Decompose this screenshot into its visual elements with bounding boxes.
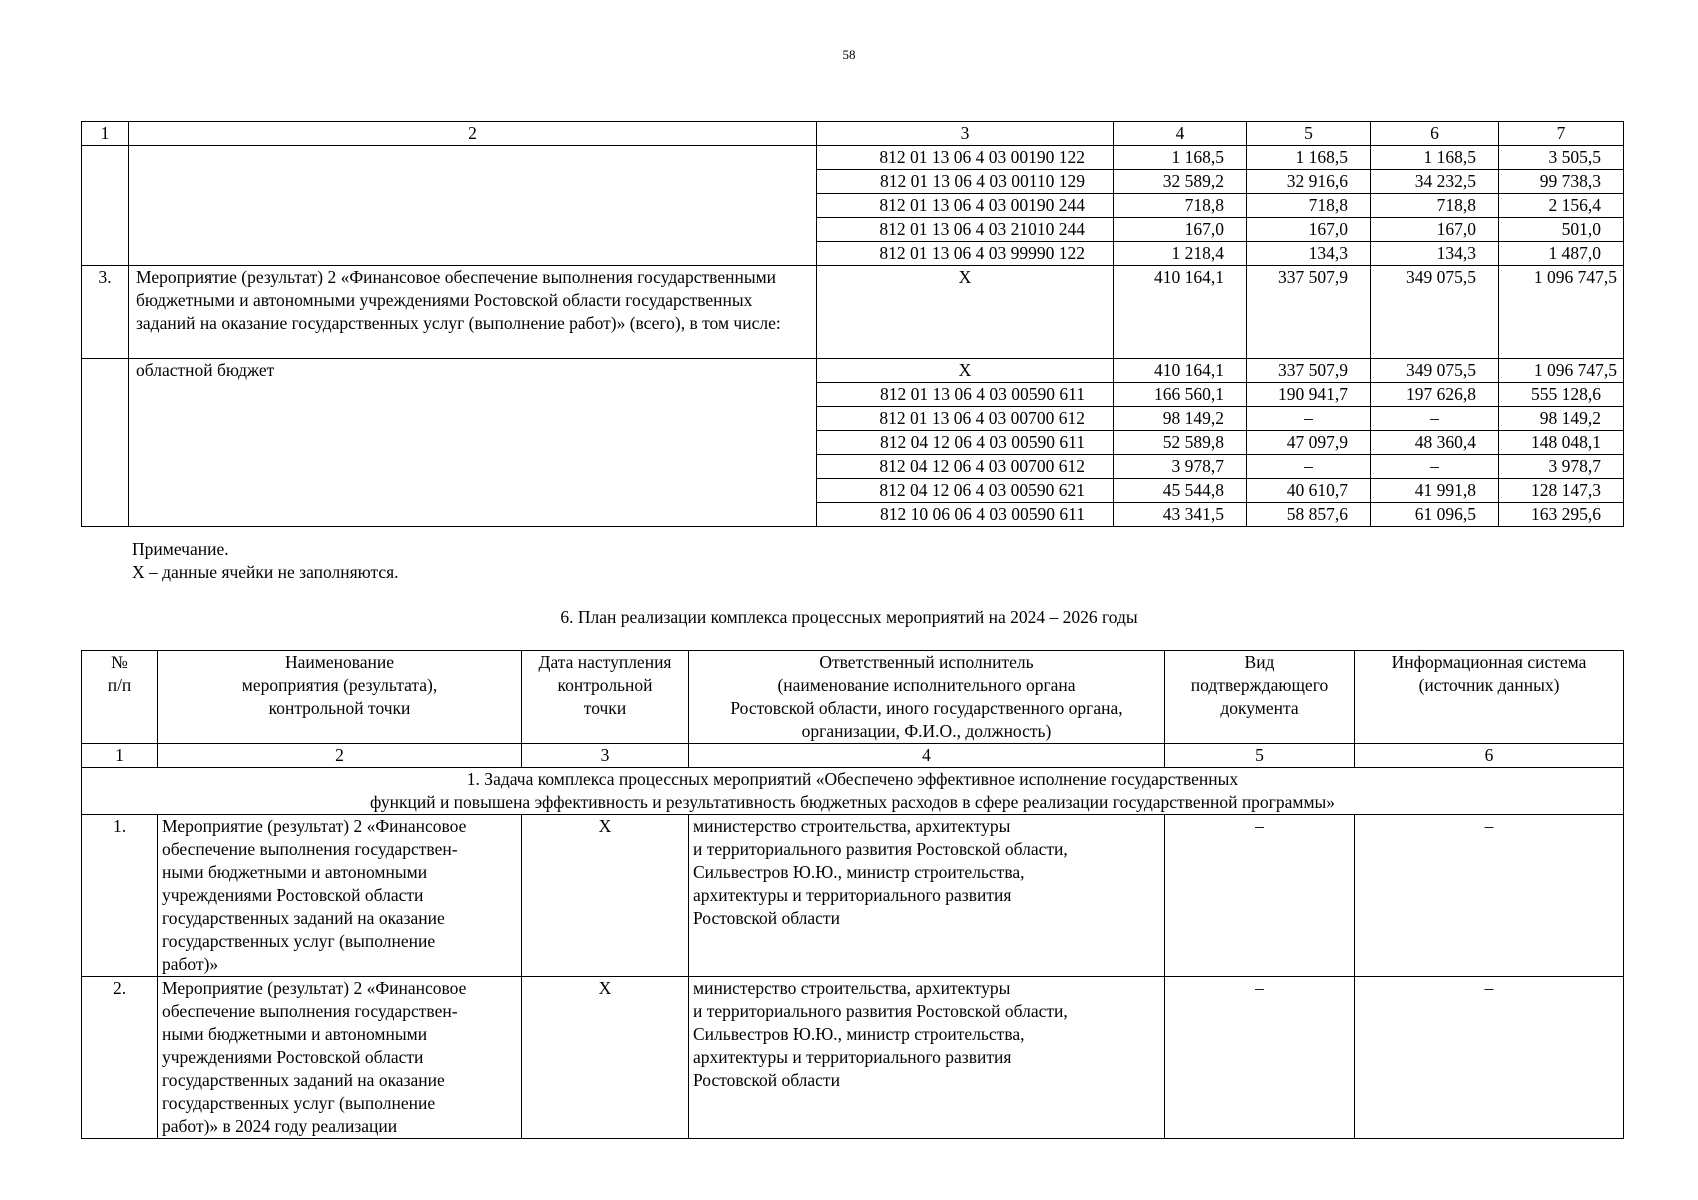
budget-code: 812 01 13 06 4 03 00590 611 [817, 383, 1114, 407]
budget-code: 812 04 12 06 4 03 00590 611 [817, 431, 1114, 455]
value-cell: 32 916,6 [1247, 170, 1371, 194]
col-number: 6 [1355, 744, 1624, 768]
value-cell: 718,8 [1114, 194, 1247, 218]
information-system: – [1355, 977, 1624, 1139]
value-cell: 34 232,5 [1371, 170, 1499, 194]
task-row [82, 768, 1624, 815]
value-cell: 43 341,5 [1114, 503, 1247, 527]
col-number: 1 [82, 744, 158, 768]
row-number: 2. [82, 977, 158, 1139]
value-cell: 3 505,5 [1499, 146, 1624, 170]
value-cell: 337 507,9 [1247, 359, 1371, 383]
col-number: 5 [1165, 744, 1355, 768]
value-cell: 190 941,7 [1247, 383, 1371, 407]
value-cell: – [1247, 407, 1371, 431]
value-cell: 555 128,6 [1499, 383, 1624, 407]
plan-table [81, 650, 1624, 1139]
control-date: X [522, 815, 689, 977]
value-cell: 349 075,5 [1371, 359, 1499, 383]
value-cell: 99 738,3 [1499, 170, 1624, 194]
col-number: 3 [817, 122, 1114, 146]
value-cell: 410 164,1 [1114, 359, 1247, 383]
value-cell: 1 168,5 [1247, 146, 1371, 170]
header-date: Дата наступления контрольной точки [522, 651, 689, 744]
col-number: 2 [158, 744, 522, 768]
document-type: – [1165, 815, 1355, 977]
column-number-row [82, 744, 1624, 768]
value-cell: 3 978,7 [1114, 455, 1247, 479]
col-number: 2 [129, 122, 817, 146]
value-cell: – [1371, 407, 1499, 431]
document-type: – [1165, 977, 1355, 1139]
control-date: X [522, 977, 689, 1139]
value-cell: 52 589,8 [1114, 431, 1247, 455]
value-cell: 1 096 747,5 [1499, 266, 1624, 359]
value-cell: 718,8 [1371, 194, 1499, 218]
header-row [82, 651, 1624, 744]
col-number: 1 [82, 122, 129, 146]
budget-code: 812 10 06 06 4 03 00590 611 [817, 503, 1114, 527]
header-name: Наименование мероприятия (результата), контрольной точки [158, 651, 522, 744]
value-cell: 167,0 [1247, 218, 1371, 242]
budget-code: 812 01 13 06 4 03 00190 244 [817, 194, 1114, 218]
value-cell: 134,3 [1371, 242, 1499, 266]
row-number: 1. [82, 815, 158, 977]
regional-budget-label: областной бюджет [129, 359, 817, 527]
col-number: 3 [522, 744, 689, 768]
value-cell: 197 626,8 [1371, 383, 1499, 407]
value-cell: 32 589,2 [1114, 170, 1247, 194]
table-row [82, 359, 1624, 383]
value-cell: 166 560,1 [1114, 383, 1247, 407]
value-cell: 48 360,4 [1371, 431, 1499, 455]
col-number: 7 [1499, 122, 1624, 146]
value-cell: 134,3 [1247, 242, 1371, 266]
value-cell: 337 507,9 [1247, 266, 1371, 359]
budget-code: 812 01 13 06 4 03 99990 122 [817, 242, 1114, 266]
header-document: Вид подтверждающего документа [1165, 651, 1355, 744]
value-cell: 61 096,5 [1371, 503, 1499, 527]
value-cell: 98 149,2 [1499, 407, 1624, 431]
value-cell: 3 978,7 [1499, 455, 1624, 479]
value-cell: 2 156,4 [1499, 194, 1624, 218]
table-row [82, 977, 1624, 1139]
value-cell: 40 610,7 [1247, 479, 1371, 503]
responsible-executor: министерство строительства, архитектуры и территориального развития Ростовской области, Сильвестров Ю.Ю., министр строительства, архитектуры и территориального развития Ростовской области [689, 977, 1165, 1139]
empty-cell [129, 146, 817, 266]
header-system: Информационная система (источник данных) [1355, 651, 1624, 744]
value-cell: – [1371, 455, 1499, 479]
responsible-executor: министерство строительства, архитектуры и территориального развития Ростовской области, Сильвестров Ю.Ю., министр строительства, архитектуры и территориального развития Ростовской области [689, 815, 1165, 977]
value-cell: 128 147,3 [1499, 479, 1624, 503]
value-cell: 501,0 [1499, 218, 1624, 242]
value-cell: 167,0 [1114, 218, 1247, 242]
empty-cell [82, 146, 129, 266]
value-cell: 1 168,5 [1371, 146, 1499, 170]
header-number: № п/п [82, 651, 158, 744]
value-cell: 167,0 [1371, 218, 1499, 242]
table-row [82, 146, 1624, 170]
budget-code: X [817, 266, 1114, 359]
note-text: X – данные ячейки не заполняются. [132, 562, 399, 582]
value-cell: 148 048,1 [1499, 431, 1624, 455]
value-cell: 47 097,9 [1247, 431, 1371, 455]
measure-name: Мероприятие (результат) 2 «Финансовое обеспечение выполнения государственными бюджетными и автономными учреждениями Ростовской области государственных заданий на оказание государственных услуг (выполнение работ)» (всего), в том числе: [129, 266, 817, 359]
value-cell: 1 096 747,5 [1499, 359, 1624, 383]
budget-code: 812 01 13 06 4 03 00700 612 [817, 407, 1114, 431]
budget-code: X [817, 359, 1114, 383]
table-row-item-3 [82, 266, 1624, 359]
col-number: 4 [689, 744, 1165, 768]
budget-code: 812 04 12 06 4 03 00700 612 [817, 455, 1114, 479]
header-executor: Ответственный исполнитель (наименование исполнительного органа Ростовской области, иного государственного органа, организации, Ф.И.О., должность) [689, 651, 1165, 744]
value-cell: 41 991,8 [1371, 479, 1499, 503]
value-cell: – [1247, 455, 1371, 479]
task-description: 1. Задача комплекса процессных мероприятий «Обеспечено эффективное исполнение государственных функций и повышена эффективность и результативность бюджетных расходов в сфере реализации государственной программы» [82, 768, 1624, 815]
value-cell: 410 164,1 [1114, 266, 1247, 359]
value-cell: 98 149,2 [1114, 407, 1247, 431]
value-cell: 718,8 [1247, 194, 1371, 218]
value-cell: 58 857,6 [1247, 503, 1371, 527]
empty-cell [82, 359, 129, 527]
measure-name: Мероприятие (результат) 2 «Финансовое обеспечение выполнения государствен- ными бюджетными и автономными учреждениями Ростовской области государственных заданий на оказание государственных услуг (выполнение работ)» в 2024 году реализации [158, 977, 522, 1139]
budget-code: 812 01 13 06 4 03 21010 244 [817, 218, 1114, 242]
col-number: 6 [1371, 122, 1499, 146]
section-title: 6. План реализации комплекса процессных мероприятий на 2024 – 2026 годы [560, 607, 1138, 627]
col-number: 4 [1114, 122, 1247, 146]
value-cell: 1 218,4 [1114, 242, 1247, 266]
value-cell: 1 168,5 [1114, 146, 1247, 170]
value-cell: 45 544,8 [1114, 479, 1247, 503]
information-system: – [1355, 815, 1624, 977]
value-cell: 349 075,5 [1371, 266, 1499, 359]
row-number: 3. [82, 266, 129, 359]
note-title: Примечание. [132, 539, 229, 559]
budget-code: 812 04 12 06 4 03 00590 621 [817, 479, 1114, 503]
measure-name: Мероприятие (результат) 2 «Финансовое обеспечение выполнения государствен- ными бюджетными и автономными учреждениями Ростовской области государственных заданий на оказание государственных услуг (выполнение работ)» [158, 815, 522, 977]
table-row [82, 815, 1624, 977]
col-number: 5 [1247, 122, 1371, 146]
column-number-row [82, 122, 1624, 146]
budget-code: 812 01 13 06 4 03 00190 122 [817, 146, 1114, 170]
value-cell: 163 295,6 [1499, 503, 1624, 527]
budget-table [81, 121, 1624, 527]
value-cell: 1 487,0 [1499, 242, 1624, 266]
page-number: 58 [842, 47, 856, 62]
budget-code: 812 01 13 06 4 03 00110 129 [817, 170, 1114, 194]
